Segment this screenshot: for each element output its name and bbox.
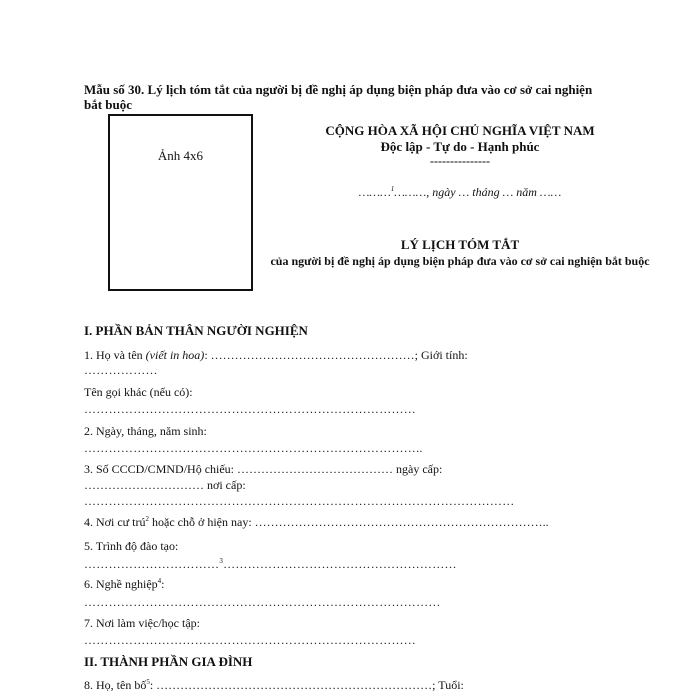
dots-b: ………………………………………………… (223, 557, 457, 571)
field-alias-dots: ……………………………………………………………………… (84, 402, 417, 416)
dots-a: …………………………… (84, 557, 220, 571)
field-rest: : (161, 577, 165, 591)
field-alias-label: Tên gọi khác (nếu có): (84, 385, 193, 399)
field-dob-label: 2. Ngày, tháng, năm sinh: (84, 424, 207, 438)
footnote-2: 2 (145, 515, 150, 523)
field-education-label: 5. Trình độ đào tạo: (84, 539, 179, 553)
field-occupation-dots: …………………………………………………………………………… (84, 595, 441, 609)
field-id-dots: …………………………………………………………………………………………… (84, 494, 515, 508)
document-subtitle: của người bị đề nghị áp dụng biện pháp đưa vào cơ sở cai nghiện bắt buộc (270, 254, 650, 268)
country-name: CỘNG HÒA XÃ HỘI CHỦ NGHĨA VIỆT NAM (325, 123, 595, 138)
field-full-name (84, 348, 468, 363)
photo-label: Ảnh 4x6 (157, 148, 204, 163)
field-rest: : ……………………………………………; Giới tính: (204, 348, 468, 362)
place-date-line (260, 185, 660, 200)
photo-placeholder (108, 114, 253, 291)
field-label: 1. Họ và tên (84, 348, 146, 362)
field-occupation (84, 577, 165, 592)
field-rest: hoặc chỗ ở hiện nay: ……………………………………………………………….. (149, 515, 549, 529)
section-1-heading: I. PHẦN BẢN THÂN NGƯỜI NGHIỆN (84, 323, 308, 338)
form-title: Mẫu số 30. Lý lịch tóm tắt của người bị đề nghị áp dụng biện pháp đưa vào cơ sở cai nghiện bắt buộc (84, 82, 593, 112)
national-motto: Độc lập - Tự do - Hạnh phúc (380, 139, 540, 154)
date-prefix: ……… (358, 185, 391, 199)
field-gender-dots: ……………… (84, 363, 158, 377)
field-education-dots (84, 557, 457, 572)
field-father-name (84, 678, 464, 693)
field-label: 6. Nghề nghiệp (84, 577, 158, 591)
field-rest: : ……………………………………………………………; Tuổi: (149, 678, 464, 692)
section-2-heading: II. THÀNH PHẦN GIA ĐÌNH (84, 654, 253, 669)
field-workplace-label: 7. Nơi làm việc/học tập: (84, 616, 200, 630)
field-dob-dots: ……………………………………………………………………….. (84, 441, 423, 455)
document-title: LÝ LỊCH TÓM TẮT (400, 237, 520, 252)
footnote-1: 1 (390, 185, 395, 193)
footnote-5: 5 (146, 678, 150, 686)
field-hint: (viết in hoa) (145, 348, 205, 362)
header-divider: --------------- (430, 154, 490, 168)
field-residence (84, 515, 549, 530)
field-label: 4. Nơi cư trú (84, 515, 146, 529)
field-id-issue-place: ………………………… nơi cấp: (84, 478, 246, 492)
field-label: 8. Họ, tên bố (84, 678, 147, 692)
date-rest: ………, ngày … tháng … năm …… (394, 185, 562, 199)
field-id-label: 3. Số CCCD/CMND/Hộ chiếu: ………………………………… ngày cấp: (84, 462, 443, 476)
field-workplace-dots: ……………………………………………………………………… (84, 633, 417, 647)
footnote-4: 4 (157, 577, 162, 585)
footnote-3: 3 (219, 557, 224, 565)
